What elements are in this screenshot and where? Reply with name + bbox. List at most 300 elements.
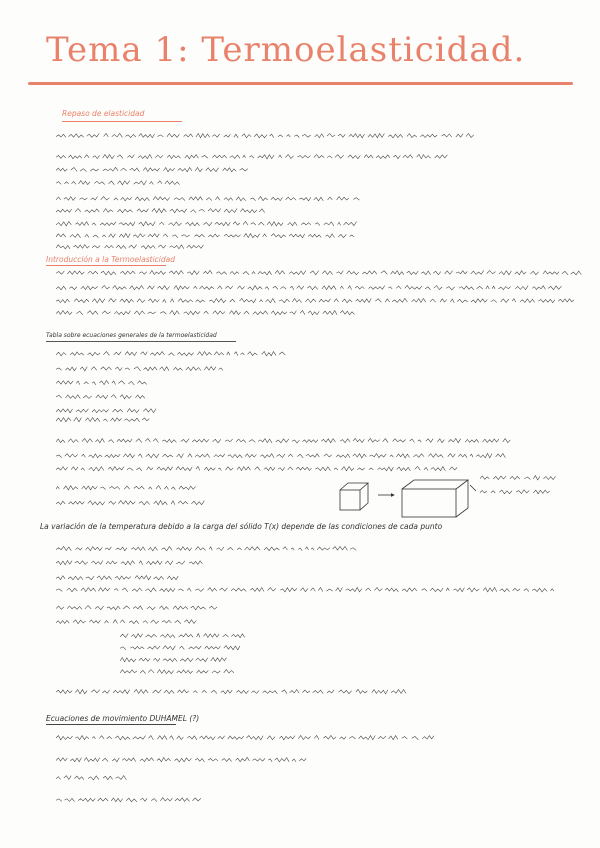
handwritten-word — [322, 271, 332, 275]
handwritten-word — [56, 381, 73, 385]
handwritten-word — [209, 547, 212, 551]
handwritten-word — [196, 300, 205, 303]
handwritten-word — [342, 467, 355, 471]
handwritten-word — [214, 454, 225, 457]
handwritten-word — [127, 409, 139, 413]
handwritten-word — [185, 155, 199, 159]
handwritten-word — [191, 501, 204, 505]
handwritten-word — [224, 134, 231, 137]
handwritten-word — [299, 759, 306, 762]
handwritten-word — [389, 736, 398, 740]
handwritten-word — [433, 271, 441, 274]
handwritten-word — [204, 467, 215, 471]
handwritten-word — [99, 736, 104, 739]
handwritten-word — [313, 690, 324, 694]
handwritten-word — [305, 547, 308, 550]
handwritten-line — [56, 454, 505, 458]
handwritten-word — [286, 197, 297, 200]
handwritten-word — [321, 439, 335, 443]
handwritten-word — [388, 287, 392, 289]
handwritten-word — [224, 234, 241, 237]
handwritten-word — [191, 606, 206, 610]
handwritten-word — [85, 235, 89, 238]
handwritten-word — [392, 298, 407, 302]
handwritten-word — [213, 311, 225, 315]
handwritten-word — [81, 588, 96, 592]
handwritten-word — [129, 245, 137, 249]
handwritten-word — [107, 606, 120, 610]
handwritten-word — [70, 758, 81, 762]
handwritten-word — [322, 286, 336, 290]
handwritten-word — [153, 439, 158, 443]
handwritten-word — [426, 439, 433, 443]
handwritten-word — [456, 271, 467, 274]
handwritten-word — [338, 134, 345, 137]
handwritten-word — [501, 299, 509, 303]
handwritten-word — [83, 396, 92, 399]
handwritten-word — [114, 198, 118, 200]
handwritten-word — [127, 155, 134, 158]
handwritten-word — [56, 501, 65, 504]
handwritten-word — [120, 647, 126, 650]
handwritten-word — [236, 757, 250, 761]
handwritten-word — [69, 134, 84, 138]
handwritten-word — [169, 271, 183, 275]
handwritten-word — [167, 134, 180, 138]
handwritten-word — [88, 271, 98, 274]
handwritten-word — [135, 395, 144, 398]
handwritten-word — [56, 547, 71, 551]
handwritten-word — [286, 135, 290, 137]
handwritten-word — [340, 737, 347, 740]
handwritten-word — [91, 197, 98, 201]
handwritten-line — [56, 561, 202, 565]
handwritten-word — [203, 270, 212, 273]
handwritten-word — [56, 418, 71, 422]
handwritten-word — [146, 561, 162, 565]
handwritten-word — [353, 454, 367, 458]
handwritten-word — [548, 286, 561, 290]
handwritten-word — [163, 234, 168, 237]
handwritten-word — [170, 299, 174, 303]
handwritten-word — [103, 352, 109, 356]
handwritten-word — [244, 234, 260, 238]
handwritten-word — [132, 588, 142, 591]
handwritten-word — [298, 548, 302, 551]
handwritten-word — [308, 234, 321, 237]
handwritten-word — [196, 466, 200, 470]
handwritten-word — [280, 287, 286, 289]
handwritten-word — [218, 286, 223, 289]
handwritten-word — [206, 198, 212, 201]
handwritten-word — [403, 155, 413, 158]
handwritten-word — [453, 588, 464, 592]
handwritten-word — [147, 467, 154, 470]
handwritten-word — [92, 299, 105, 303]
handwritten-word — [296, 467, 312, 470]
handwritten-word — [149, 487, 153, 490]
handwritten-word — [56, 758, 67, 761]
handwritten-word — [571, 271, 582, 275]
handwritten-word — [133, 736, 146, 740]
handwritten-line — [56, 486, 196, 490]
handwritten-word — [483, 587, 497, 591]
handwritten-word — [170, 736, 174, 740]
handwritten-word — [72, 182, 76, 185]
handwritten-word — [340, 439, 350, 443]
handwritten-line — [56, 466, 457, 471]
handwritten-word — [75, 690, 87, 694]
handwritten-word — [92, 409, 109, 412]
handwritten-word — [170, 245, 184, 249]
handwritten-word — [530, 271, 538, 274]
handwritten-word — [299, 197, 311, 201]
handwritten-word — [75, 561, 88, 565]
handwritten-word — [109, 440, 114, 443]
handwritten-word — [242, 134, 252, 138]
handwritten-word — [139, 272, 147, 274]
handwritten-word — [109, 501, 116, 504]
handwritten-word — [283, 547, 288, 550]
handwritten-word — [107, 737, 112, 739]
handwritten-word — [71, 168, 77, 172]
handwritten-word — [151, 799, 157, 802]
handwritten-word — [56, 589, 62, 592]
handwritten-line — [56, 381, 147, 385]
handwritten-word — [105, 621, 109, 624]
handwritten-word — [94, 181, 104, 184]
handwritten-word — [204, 367, 216, 371]
handwritten-word — [169, 353, 175, 356]
handwritten-word — [148, 547, 157, 551]
handwritten-word — [180, 658, 193, 662]
handwritten-word — [430, 299, 436, 302]
handwritten-word — [65, 798, 75, 801]
handwritten-word — [139, 134, 155, 138]
handwritten-word — [214, 352, 224, 355]
handwritten-word — [315, 467, 330, 471]
handwritten-word — [56, 299, 70, 303]
handwritten-line — [56, 286, 561, 290]
handwritten-word — [301, 223, 311, 225]
handwritten-line — [56, 587, 554, 592]
handwritten-word — [102, 311, 110, 314]
handwritten-word — [125, 368, 130, 370]
handwritten-word — [412, 299, 426, 303]
handwritten-word — [129, 621, 139, 624]
handwritten-line — [56, 798, 201, 802]
handwritten-word — [533, 476, 540, 480]
handwritten-word — [103, 209, 113, 213]
handwritten-word — [67, 588, 78, 592]
handwritten-word — [515, 271, 526, 275]
handwritten-word — [245, 454, 257, 458]
handwritten-word — [134, 367, 141, 371]
handwritten-word — [264, 467, 275, 470]
handwritten-word — [109, 487, 120, 490]
handwritten-word — [114, 352, 121, 355]
handwritten-word — [336, 454, 350, 458]
handwritten-word — [177, 670, 193, 674]
handwritten-word — [167, 576, 178, 580]
handwritten-word — [56, 245, 70, 249]
handwritten-word — [150, 182, 154, 185]
handwritten-word — [205, 646, 221, 649]
handwritten-word — [160, 588, 176, 592]
handwritten-word — [103, 419, 107, 422]
handwritten-word — [212, 155, 226, 158]
handwritten-word — [424, 468, 428, 471]
handwritten-word — [291, 548, 294, 550]
handwritten-line — [56, 576, 178, 580]
handwritten-word — [305, 299, 316, 303]
handwritten-word — [137, 209, 149, 212]
handwritten-word — [228, 455, 243, 458]
handwritten-word — [117, 155, 123, 159]
handwritten-word — [184, 311, 200, 315]
handwritten-word — [176, 547, 191, 551]
handwritten-word — [56, 271, 64, 274]
handwritten-word — [130, 286, 144, 290]
handwritten-line — [56, 270, 581, 275]
handwritten-word — [103, 155, 115, 159]
handwritten-word — [236, 197, 246, 201]
handwritten-word — [510, 476, 520, 479]
handwritten-word — [487, 271, 496, 274]
handwritten-word — [201, 156, 207, 159]
handwritten-word — [67, 606, 82, 609]
handwritten-word — [267, 222, 283, 226]
handwritten-word — [467, 588, 479, 592]
handwritten-word — [503, 439, 511, 443]
handwritten-word — [199, 209, 205, 212]
handwritten-word — [178, 168, 192, 172]
handwritten-line — [56, 395, 145, 399]
handwritten-word — [170, 209, 187, 213]
handwritten-word — [122, 758, 136, 762]
handwritten-word — [73, 245, 89, 249]
handwritten-word — [74, 299, 89, 303]
handwritten-word — [289, 271, 306, 275]
handwritten-word — [88, 352, 101, 356]
handwritten-word — [189, 197, 203, 201]
handwritten-word — [366, 588, 371, 591]
handwritten-word — [270, 134, 274, 138]
handwritten-word — [245, 547, 260, 551]
handwritten-word — [249, 156, 253, 159]
handwritten-word — [279, 352, 285, 355]
handwritten-line — [56, 547, 356, 551]
handwritten-word — [56, 467, 68, 470]
handwritten-word — [237, 548, 242, 550]
handwritten-word — [199, 736, 215, 740]
handwritten-word — [289, 234, 305, 238]
handwritten-word — [91, 367, 97, 370]
handwritten-word — [317, 547, 330, 550]
handwritten-word — [116, 776, 127, 780]
handwritten-word — [176, 467, 192, 471]
handwritten-word — [175, 758, 192, 762]
handwritten-word — [357, 468, 364, 470]
handwritten-word — [303, 690, 310, 693]
handwritten-word — [430, 588, 443, 591]
handwritten-word — [80, 169, 86, 172]
handwritten-word — [145, 588, 156, 592]
handwritten-word — [260, 300, 263, 302]
handwritten-word — [175, 798, 190, 802]
handwritten-word — [243, 222, 248, 226]
handwritten-word — [466, 134, 474, 138]
handwritten-word — [176, 561, 184, 565]
handwritten-word — [181, 235, 189, 237]
handwritten-word — [56, 222, 71, 226]
handwritten-word — [128, 382, 134, 385]
handwritten-word — [150, 271, 166, 275]
handwritten-word — [114, 311, 130, 315]
handwritten-word — [84, 758, 100, 762]
handwritten-word — [148, 286, 155, 289]
handwritten-word — [133, 234, 145, 238]
handwritten-word — [146, 634, 157, 637]
handwritten-word — [113, 620, 118, 624]
handwritten-word — [558, 299, 574, 302]
handwritten-word — [175, 620, 181, 623]
handwritten-word — [179, 634, 193, 638]
handwritten-word — [224, 646, 240, 650]
handwritten-word — [216, 272, 227, 275]
handwritten-word — [178, 589, 183, 591]
handwritten-line — [56, 222, 357, 226]
handwritten-word — [119, 222, 135, 226]
handwritten-word — [93, 155, 100, 158]
handwritten-word — [87, 311, 98, 315]
handwritten-word — [64, 776, 71, 780]
handwritten-word — [562, 271, 568, 274]
handwritten-word — [244, 311, 250, 314]
handwritten-word — [146, 454, 159, 458]
handwritten-word — [197, 352, 211, 356]
handwritten-word — [368, 134, 385, 138]
handwritten-word — [280, 588, 297, 592]
handwritten-word — [111, 798, 123, 802]
handwritten-word — [136, 439, 142, 443]
handwritten-word — [75, 222, 88, 226]
handwritten-word — [121, 561, 135, 565]
handwritten-word — [177, 352, 194, 356]
handwritten-word — [233, 222, 240, 225]
handwritten-word — [160, 367, 169, 371]
handwritten-word — [524, 477, 530, 480]
handwritten-word — [327, 690, 334, 693]
handwritten-line — [120, 670, 234, 674]
handwritten-word — [76, 409, 89, 413]
handwritten-word — [307, 286, 318, 290]
handwritten-word — [268, 759, 272, 762]
handwritten-word — [346, 588, 362, 592]
handwritten-word — [90, 169, 99, 171]
handwritten-word — [532, 588, 547, 592]
handwritten-line — [56, 134, 474, 138]
handwritten-word — [126, 798, 137, 802]
handwritten-word — [311, 548, 314, 551]
handwritten-word — [82, 439, 93, 443]
handwritten-word — [492, 286, 495, 289]
handwritten-word — [353, 439, 364, 443]
handwritten-word — [148, 736, 153, 740]
handwritten-word — [258, 155, 275, 159]
handwritten-word — [102, 690, 109, 693]
handwritten-word — [196, 134, 210, 138]
handwritten-word — [65, 454, 78, 457]
handwritten-word — [315, 223, 320, 226]
handwritten-word — [315, 134, 324, 138]
handwritten-word — [91, 561, 103, 565]
handwritten-word — [179, 646, 184, 649]
handwritten-word — [171, 487, 175, 490]
handwritten-word — [120, 670, 137, 673]
handwritten-word — [140, 798, 147, 801]
handwritten-word — [308, 311, 319, 315]
handwritten-word — [228, 736, 244, 739]
handwritten-word — [79, 181, 91, 185]
handwritten-word — [369, 468, 373, 470]
handwritten-word — [56, 168, 67, 171]
handwritten-word — [102, 286, 110, 289]
handwritten-word — [431, 467, 446, 471]
handwritten-word — [124, 486, 130, 489]
handwritten-word — [124, 418, 139, 422]
handwritten-word — [250, 198, 255, 201]
handwritten-word — [230, 155, 240, 158]
handwritten-word — [333, 547, 348, 551]
handwritten-word — [282, 690, 288, 694]
handwritten-word — [275, 271, 285, 275]
handwritten-word — [355, 286, 364, 289]
handwritten-word — [215, 197, 219, 201]
handwritten-word — [203, 634, 219, 638]
handwritten-line — [56, 352, 285, 356]
page-title: Tema 1: Termoelasticidad. — [46, 30, 526, 70]
handwritten-word — [208, 234, 220, 237]
handwritten-word — [252, 272, 255, 274]
handwritten-word — [234, 134, 238, 138]
handwritten-word — [349, 736, 355, 739]
handwritten-word — [276, 439, 289, 443]
handwritten-word — [147, 646, 160, 649]
handwritten-word — [348, 155, 360, 159]
handwritten-word — [195, 547, 205, 551]
handwritten-word — [115, 736, 130, 740]
handwritten-word — [143, 367, 157, 371]
handwritten-word — [254, 134, 267, 138]
handwritten-word — [192, 798, 201, 801]
handwritten-word — [236, 690, 248, 693]
handwritten-word — [298, 156, 311, 158]
handwritten-word — [435, 155, 448, 158]
handwritten-word — [336, 588, 343, 592]
handwritten-word — [187, 245, 204, 248]
handwritten-word — [374, 588, 382, 591]
handwritten-word — [89, 467, 104, 471]
handwritten-word — [273, 286, 278, 289]
handwritten-word — [349, 134, 365, 138]
handwritten-word — [89, 454, 103, 458]
handwritten-word — [114, 589, 118, 592]
handwritten-word — [87, 134, 99, 138]
handwritten-line — [56, 167, 248, 172]
handwritten-line — [56, 689, 406, 694]
handwritten-line — [56, 197, 359, 201]
